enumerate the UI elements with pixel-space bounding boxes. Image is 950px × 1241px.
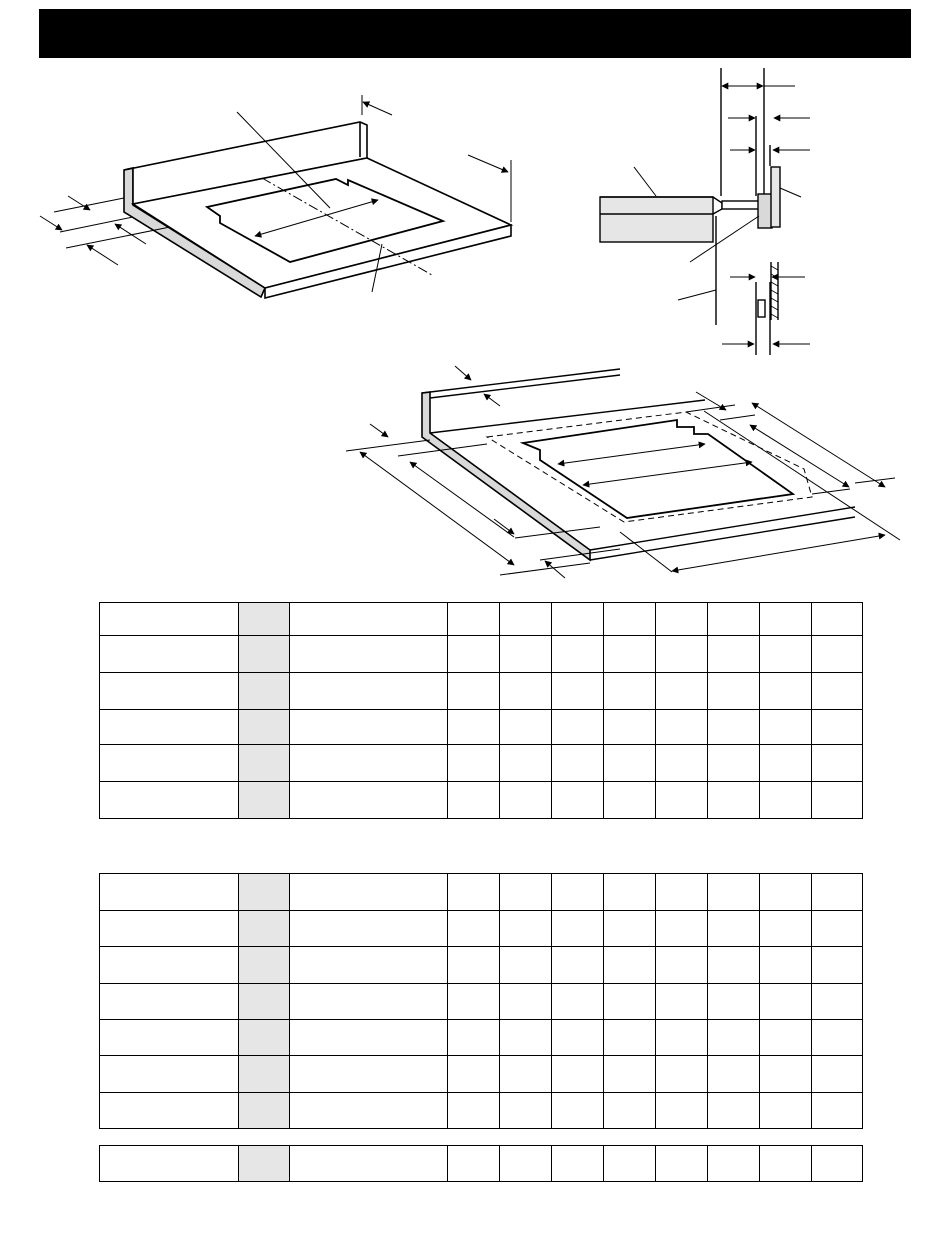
table-cell [812, 745, 863, 782]
table-cell [760, 1093, 812, 1129]
table-cell [239, 710, 290, 745]
table-cell [760, 947, 812, 984]
spec-table-1 [99, 602, 863, 819]
table-cell [760, 745, 812, 782]
table-cell [604, 1056, 656, 1093]
table-cell [500, 782, 552, 819]
countertop-diagram [40, 95, 511, 298]
table-cell [100, 636, 239, 673]
table-cell [656, 1093, 708, 1129]
table-cell [100, 745, 239, 782]
table-cell [448, 710, 500, 745]
table-cell [100, 911, 239, 947]
table-cell [708, 1146, 760, 1182]
table-cell [290, 782, 448, 819]
table-cell [500, 603, 552, 636]
table-cell [812, 710, 863, 745]
table-cell [604, 710, 656, 745]
table-cell [656, 1020, 708, 1056]
side-section-diagram [600, 68, 810, 355]
table-cell [604, 1146, 656, 1182]
table-row [100, 1146, 863, 1182]
table-cell [708, 710, 760, 745]
table-cell [760, 1146, 812, 1182]
table-cell [448, 1093, 500, 1129]
table-cell [812, 1020, 863, 1056]
table-cell [500, 636, 552, 673]
table-cell [239, 984, 290, 1020]
table-cell [100, 1146, 239, 1182]
table-cell [708, 782, 760, 819]
spec-table-3 [99, 1145, 863, 1182]
table-cell [100, 1020, 239, 1056]
cutout-dimension-diagrams [0, 0, 950, 590]
table-cell [760, 984, 812, 1020]
table-cell [604, 603, 656, 636]
table-cell [100, 1093, 239, 1129]
table-cell [552, 636, 604, 673]
table-cell [500, 1020, 552, 1056]
table-cell [290, 1146, 448, 1182]
table-cell [290, 874, 448, 911]
table-cell [500, 911, 552, 947]
table-cell [552, 673, 604, 710]
table-cell [604, 911, 656, 947]
table-cell [656, 947, 708, 984]
table-row [100, 745, 863, 782]
table-cell [656, 911, 708, 947]
table-cell [500, 874, 552, 911]
table-cell [604, 745, 656, 782]
table-cell [100, 947, 239, 984]
table-cell [552, 947, 604, 984]
table-cell [239, 911, 290, 947]
table-cell [604, 1020, 656, 1056]
spec-table-2 [99, 873, 863, 1129]
table-row [100, 911, 863, 947]
table-cell [552, 1056, 604, 1093]
table-cell [812, 782, 863, 819]
table-cell [448, 782, 500, 819]
table-cell [760, 603, 812, 636]
table-cell [812, 911, 863, 947]
table-cell [656, 745, 708, 782]
table-cell [100, 782, 239, 819]
table-cell [656, 636, 708, 673]
table-cell [100, 710, 239, 745]
table-cell [448, 1146, 500, 1182]
table-cell [290, 636, 448, 673]
table-cell [239, 874, 290, 911]
table-cell [708, 1056, 760, 1093]
table-row [100, 710, 863, 745]
table-cell [760, 636, 812, 673]
table-cell [708, 673, 760, 710]
table-cell [552, 745, 604, 782]
table-cell [656, 782, 708, 819]
table-cell [708, 911, 760, 947]
table-cell [448, 1020, 500, 1056]
table-cell [552, 603, 604, 636]
table-cell [812, 1056, 863, 1093]
table-cell [552, 1093, 604, 1129]
table-cell [708, 745, 760, 782]
table-cell [552, 874, 604, 911]
table-cell [100, 673, 239, 710]
table-cell [604, 874, 656, 911]
table-cell [552, 984, 604, 1020]
table-cell [552, 782, 604, 819]
table-cell [604, 636, 656, 673]
table-cell [656, 1146, 708, 1182]
table-cell [812, 984, 863, 1020]
table-cell [604, 984, 656, 1020]
table-cell [812, 947, 863, 984]
table-row [100, 947, 863, 984]
table-cell [500, 984, 552, 1020]
table-cell [708, 874, 760, 911]
table-cell [448, 984, 500, 1020]
table-cell [604, 1093, 656, 1129]
table-cell [812, 603, 863, 636]
table-cell [604, 947, 656, 984]
table-cell [500, 745, 552, 782]
table-cell [290, 947, 448, 984]
table-cell [100, 874, 239, 911]
table-cell [500, 710, 552, 745]
table-cell [448, 874, 500, 911]
table-cell [500, 947, 552, 984]
table-cell [290, 673, 448, 710]
table-row [100, 782, 863, 819]
table-cell [500, 1056, 552, 1093]
table-cell [760, 874, 812, 911]
table-cell [500, 1093, 552, 1129]
table-cell [760, 673, 812, 710]
table-cell [656, 710, 708, 745]
table-cell [552, 710, 604, 745]
table-cell [760, 911, 812, 947]
table-cell [604, 782, 656, 819]
table-cell [812, 673, 863, 710]
table-cell [290, 603, 448, 636]
table-row [100, 1020, 863, 1056]
table-cell [448, 911, 500, 947]
table-cell [448, 673, 500, 710]
table-cell [239, 745, 290, 782]
table-cell [656, 984, 708, 1020]
table-cell [448, 636, 500, 673]
table-cell [290, 984, 448, 1020]
table-cell [656, 874, 708, 911]
table-cell [552, 911, 604, 947]
table-cell [708, 636, 760, 673]
table-cell [812, 636, 863, 673]
table-cell [239, 1093, 290, 1129]
table-cell [239, 1056, 290, 1093]
cutout-plan-diagram [346, 366, 900, 578]
table-cell [760, 710, 812, 745]
table-cell [448, 1056, 500, 1093]
table-cell [708, 984, 760, 1020]
table-cell [656, 1056, 708, 1093]
table-row [100, 874, 863, 911]
table-cell [500, 1146, 552, 1182]
table-cell [290, 745, 448, 782]
table-cell [448, 947, 500, 984]
table-cell [708, 1093, 760, 1129]
table-cell [448, 745, 500, 782]
table-row [100, 1056, 863, 1093]
table-cell [290, 911, 448, 947]
table-cell [239, 1020, 290, 1056]
table-cell [656, 673, 708, 710]
table-cell [552, 1020, 604, 1056]
table-cell [812, 1146, 863, 1182]
table-cell [812, 1093, 863, 1129]
table-cell [708, 947, 760, 984]
table-row [100, 603, 863, 636]
table-cell [239, 782, 290, 819]
table-cell [500, 673, 552, 710]
table-cell [448, 603, 500, 636]
table-cell [812, 874, 863, 911]
table-cell [290, 1056, 448, 1093]
table-row [100, 636, 863, 673]
table-cell [708, 603, 760, 636]
table-cell [239, 636, 290, 673]
table-cell [239, 603, 290, 636]
table-cell [708, 1020, 760, 1056]
table-cell [239, 1146, 290, 1182]
table-row [100, 673, 863, 710]
table-cell [100, 1056, 239, 1093]
table-row [100, 984, 863, 1020]
table-cell [760, 1020, 812, 1056]
table-cell [604, 673, 656, 710]
table-cell [100, 984, 239, 1020]
table-cell [290, 1093, 448, 1129]
table-cell [239, 947, 290, 984]
table-row [100, 1093, 863, 1129]
table-cell [656, 603, 708, 636]
table-cell [760, 1056, 812, 1093]
table-cell [100, 603, 239, 636]
table-cell [552, 1146, 604, 1182]
table-cell [239, 673, 290, 710]
table-cell [290, 1020, 448, 1056]
table-cell [290, 710, 448, 745]
table-cell [760, 782, 812, 819]
